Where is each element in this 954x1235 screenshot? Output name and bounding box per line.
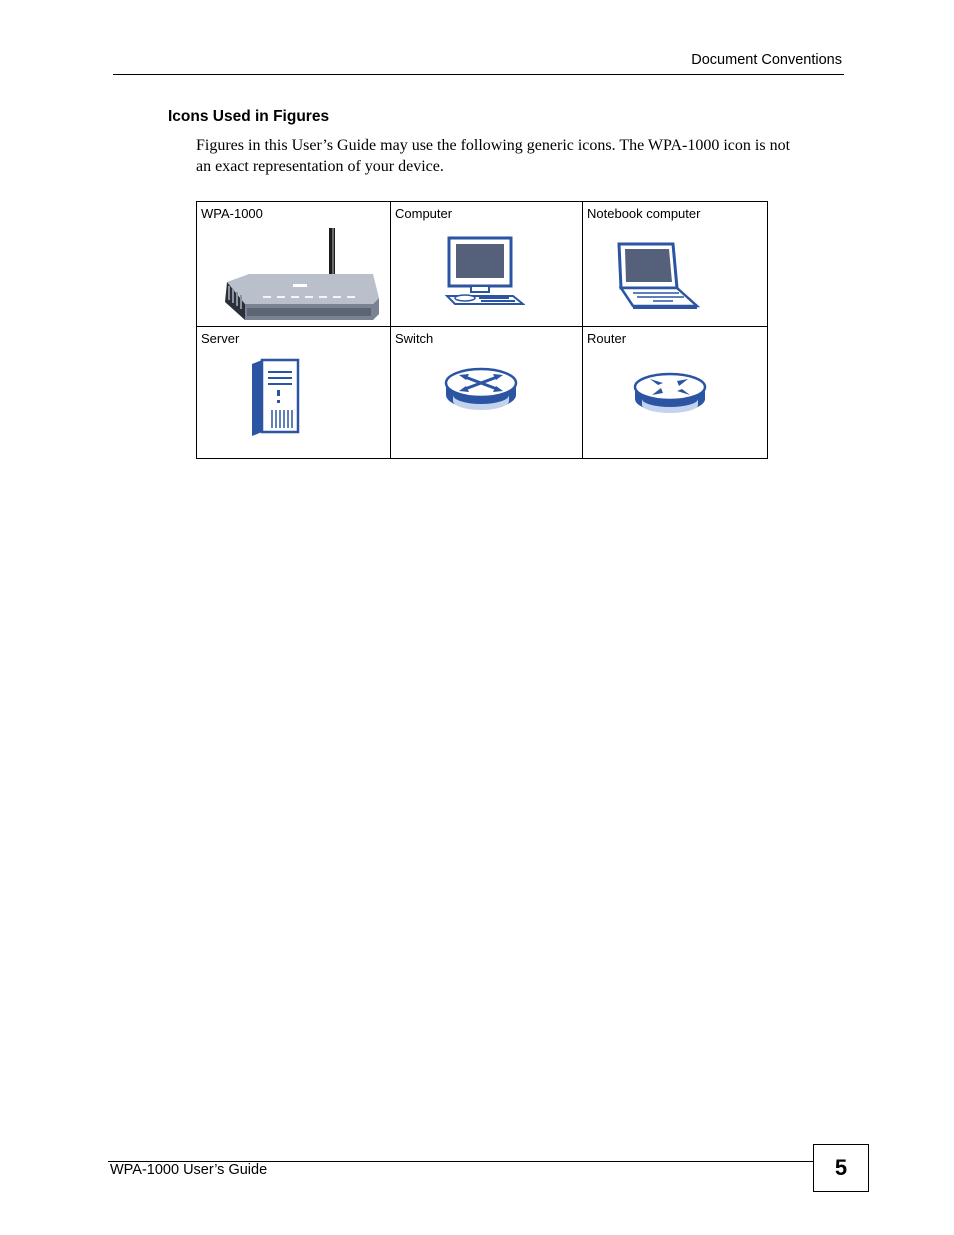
intro-line-1: Figures in this User’s Guide may use the following generic icons. The WPA-1000 icon is not — [196, 137, 791, 154]
notebook-computer-icon — [615, 242, 701, 317]
intro-line-2: an exact representation of your device. — [196, 158, 444, 175]
switch-icon — [443, 365, 519, 416]
cell-server — [197, 327, 391, 459]
section-heading: Icons Used in Figures — [168, 108, 330, 125]
computer-icon — [445, 236, 525, 313]
cell-label: Notebook computer — [587, 206, 701, 221]
cell-label: Computer — [395, 206, 453, 221]
wpa-1000-device-icon — [223, 226, 383, 327]
router-icon — [632, 371, 708, 420]
cell-label: WPA-1000 — [201, 206, 263, 221]
server-icon — [250, 358, 304, 443]
cell-label: Server — [201, 331, 240, 346]
header-rule — [113, 74, 844, 75]
cell-label: Router — [587, 331, 627, 346]
cell-router — [583, 327, 768, 459]
cell-switch — [391, 327, 583, 459]
intro-paragraph — [196, 135, 841, 177]
cell-wpa-1000 — [197, 202, 391, 327]
icons-table — [196, 201, 768, 459]
running-header: Document Conventions — [691, 52, 842, 68]
cell-computer — [391, 202, 583, 327]
cell-notebook-computer — [583, 202, 768, 327]
page-number: 5 — [813, 1144, 869, 1192]
cell-label: Switch — [395, 331, 434, 346]
footer-guide-title: WPA-1000 User’s Guide — [110, 1162, 268, 1178]
